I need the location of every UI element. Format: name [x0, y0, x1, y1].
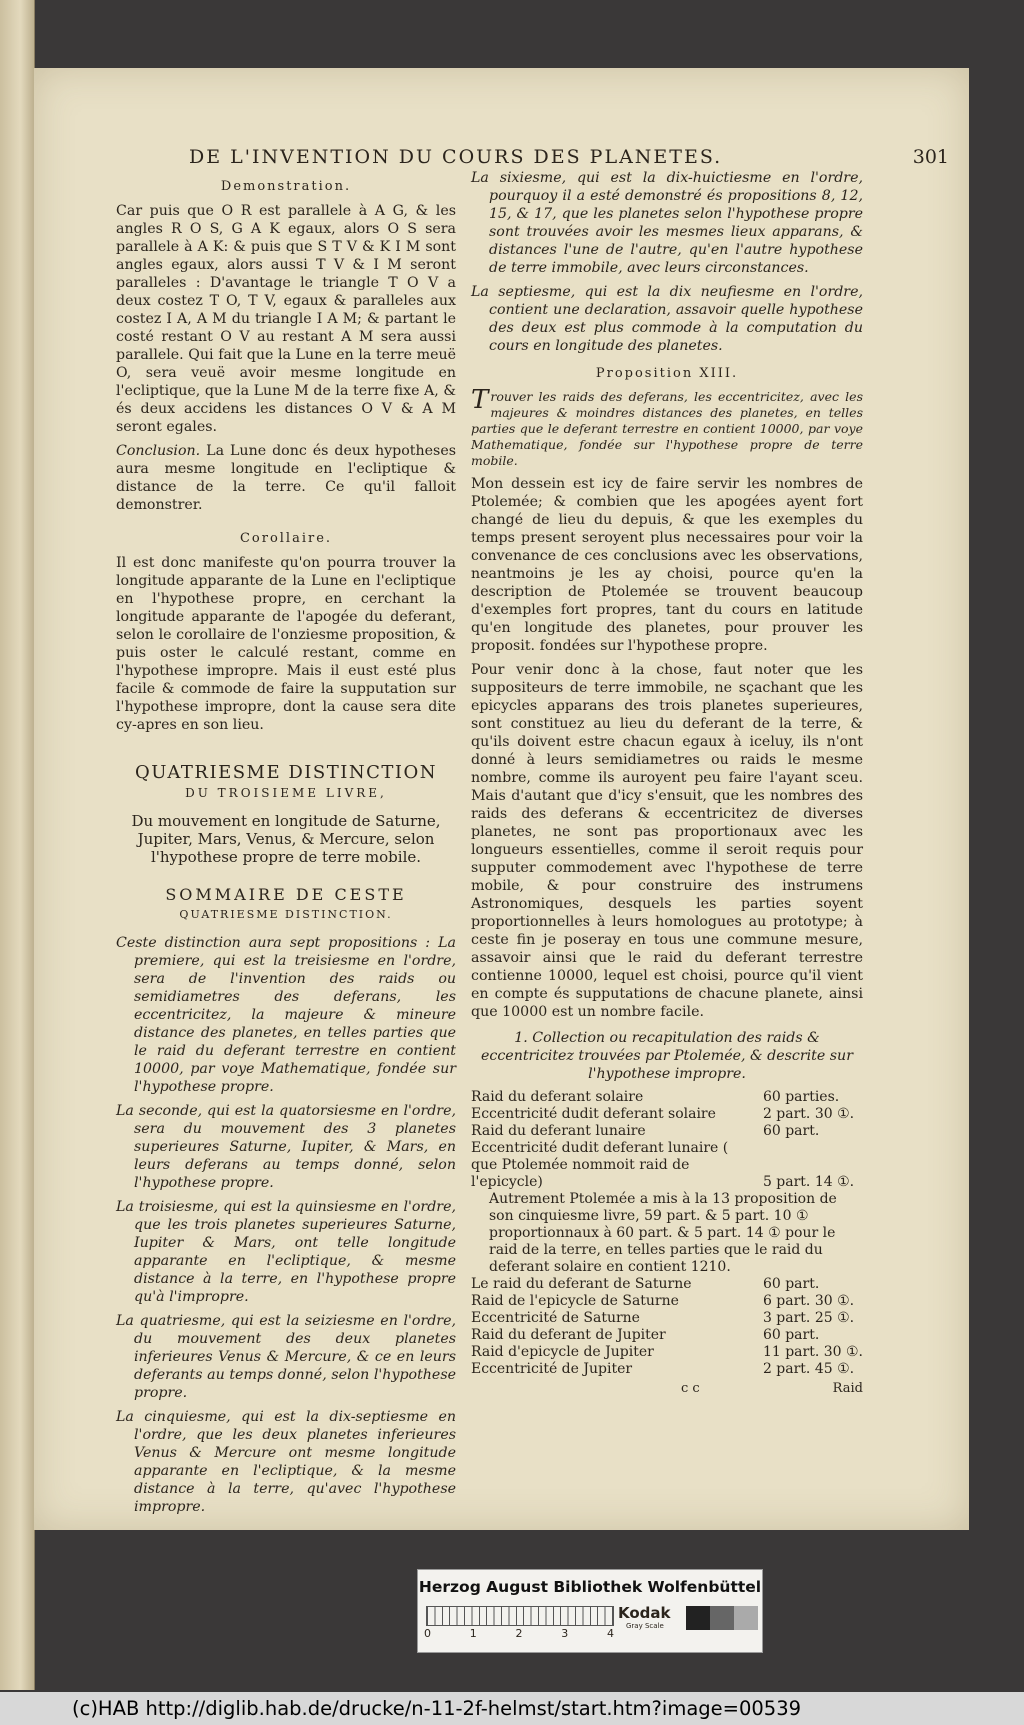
row-value: 60 parties.: [762, 1089, 840, 1105]
row-label: Raid de l'epicycle de Saturne: [471, 1293, 679, 1309]
row-label: Eccentricité de Saturne: [471, 1310, 640, 1326]
table-row: [471, 1191, 863, 1276]
distinction-title: QUATRIESME DISTINCTION: [135, 762, 437, 783]
summary-item: La cinquiesme, qui est la dix-septiesme en l'ordre, que les deux planetes inferieures Venus & Mercure ont mesme longitude apparante en l'ecliptique, & la mesme distance à la terre, qu'avec l'hypothese impropre.: [116, 1409, 456, 1515]
running-header: [189, 146, 949, 168]
summary-item: Ceste distinction aura sept propositions : La premiere, qui est la treisiesme en l'ordre, sera de l'invention des raids ou semidiametres des deferans, les eccentricitez, la majeure & mineure distance des planetes, en telles parties que le raid du deferant terrestre en contient 10000, par voye Mathematique, fondée sur l'hypothese propre.: [116, 935, 456, 1095]
sommaire-subtitle: QUATRIESME DISTINCTION.: [179, 908, 393, 921]
library-color-label: [417, 1569, 763, 1653]
right-column: [471, 169, 863, 1398]
summary-item: La sixiesme, qui est la dix-huictiesme en l'ordre, pourquoy il a esté demonstré és propositions 8, 12, 15, & 17, que les planetes selon l'hypothese propre sont trouvées avoir les mesmes lieux apparans, & distances l'une de l'autre, qu'en l'autre hypothese de terre immobile, avec leurs circonstances.: [471, 170, 863, 276]
row-label: Raid du deferant de Jupiter: [471, 1327, 666, 1343]
conclusion-label: Conclusion.: [116, 443, 201, 459]
proposition-statement: Trouver les raids des deferans, les eccentricitez, avec les majeures & moindres distances des planetes, en telles parties que le deferant terrestre en contient 10000, par voye Mathematique, fondée sur l'hypothese propre de terre mobile.: [471, 385, 863, 468]
summary-item: La troisiesme, qui est la quinsiesme en l'ordre, que les trois planetes superieures Saturne, Iupiter & Mars, ont telle longitude apparante en l'ecliptique, & mesme distance à la terre, en l'hypothese propre qu'à l'impropre.: [116, 1199, 456, 1305]
page-footer: [471, 1380, 863, 1398]
ruler-number: 1: [469, 1627, 477, 1640]
row-value: 6 part. 30 ①.: [762, 1293, 855, 1309]
table-row: [471, 1310, 863, 1327]
copyright-caption: (c)HAB http://diglib.hab.de/drucke/n-11-2f-helmst/start.htm?image=00539: [0, 1692, 1024, 1725]
gray-swatch-light: [734, 1606, 758, 1630]
table-row: [471, 1361, 863, 1378]
section-title: 1. Collection ou recapitulation des raids & eccentricitez trouvées par Ptolemée, & descrite sur l'hypothese impropre.: [481, 1030, 853, 1082]
ruler-number: 0: [424, 1627, 431, 1640]
gray-swatch-dark: [686, 1606, 710, 1630]
values-table: [471, 1089, 863, 1378]
row-label: Raid du deferant lunaire: [471, 1123, 646, 1139]
table-row: [471, 1123, 863, 1140]
summary-item: La seconde, qui est la quatorsiesme en l'ordre, sera du mouvement des 3 planetes superieures Saturne, Iupiter, & Mars, en leurs deferans au temps donné, selon l'hypothese propre.: [116, 1103, 456, 1191]
folio-number: 301: [912, 146, 949, 168]
ruler-number: 4: [607, 1627, 614, 1640]
table-row: [471, 1089, 863, 1106]
demonstration-heading: Demonstration.: [220, 179, 352, 194]
ruler-numbers: [424, 1627, 614, 1640]
library-name: Herzog August Bibliothek Wolfenbüttel: [418, 1578, 762, 1596]
left-column: [116, 172, 456, 1522]
row-label: Autrement Ptolemée a mis à la 13 proposition de son cinquiesme livre, 59 part. & 5 part. 10 ① proportionnaux à 60 part. & 5 part. 14 ① pour le raid de la terre, en telles parties que le raid du deferant solaire en contient 1210.: [489, 1191, 837, 1275]
row-label: Eccentricité dudit deferant lunaire ( que Ptolemée nommoit raid de l'epicycle): [471, 1140, 729, 1190]
table-row: [471, 1106, 863, 1123]
gray-swatch-mid: [710, 1606, 734, 1630]
row-value: 3 part. 25 ①.: [762, 1310, 855, 1326]
row-value: 2 part. 45 ①.: [762, 1361, 855, 1377]
proposition-heading: Proposition XIII.: [595, 366, 739, 381]
table-row: [471, 1293, 863, 1310]
signature-mark: c c: [681, 1381, 700, 1396]
row-value: 11 part. 30 ①.: [762, 1344, 863, 1360]
body-paragraph: Pour venir donc à la chose, faut noter que les suppositeurs de terre immobile, ne sçachant que les epicycles apparans des trois planetes superieures, sont constituez au lieu du deferant de la terre, & qu'ils doivent estre chacun egaux à iceluy, ils n'ont donné à leurs semidiametres ou raids le mesme nombre, comme ils auroyent peu faire l'ayant sceu. Mais d'autant que d'icy s'ensuit, que les nombres des raids des deferans & eccentricitez de diverses planetes, ne sont pas proportionaux avec les longueurs essentielles, comme il seroit requis pour supputer commodement avec l'hypothese de terre mobile, & pour construire des instrumens Astronomiques, desquels les parties soyent proportionnelles à leurs homologues au prototype; à ceste fin je poseray en tous une commune mesure, assavoir ainsi que le raid du deferant terrestre contienne 10000, lequel est choisi, pource qu'il vient en compte és supputations de chacune planete, ainsi que 10000 est un nombre facile.: [471, 662, 863, 1020]
corollaire-text: Il est donc manifeste qu'on pourra trouver la longitude apparante de la Lune en l'ecliptique en l'hypothese propre, en cerchant la longitude apparante de l'apogée du deferant, selon le corollaire de l'onziesme proposition, & puis oster le calculé restant, comme en l'hypothese impropre. Mais il eust esté plus facile & commode de faire la supputation sur l'hypothese impropre, dont la cause sera dite cy-apres en son lieu.: [116, 555, 456, 733]
row-value: 5 part. 14 ①.: [762, 1174, 855, 1190]
row-label: Eccentricité de Jupiter: [471, 1361, 633, 1377]
row-value: 60 part.: [762, 1276, 820, 1292]
running-title: DE L'INVENTION DU COURS DES PLANETES.: [189, 146, 723, 168]
row-label: Raid d'epicycle de Jupiter: [471, 1344, 654, 1360]
row-value: 2 part. 30 ①.: [762, 1106, 855, 1122]
ruler-number: 3: [561, 1627, 569, 1640]
ruler-scale: [426, 1606, 614, 1626]
distinction-subtitle: DU TROISIEME LIVRE,: [185, 786, 387, 800]
row-label: Le raid du deferant de Saturne: [471, 1276, 692, 1292]
table-row: [471, 1140, 863, 1191]
summary-item: La septiesme, qui est la dix neufiesme en l'ordre, contient une declaration, assavoir quelle hypothese des deux est plus commode à la computation du cours en longitude des planetes.: [471, 284, 863, 354]
row-label: Raid du deferant solaire: [471, 1089, 644, 1105]
corollaire-heading: Corollaire.: [239, 531, 333, 546]
previous-page-edge: [0, 0, 35, 1690]
sommaire-title: SOMMAIRE DE CESTE: [165, 885, 407, 904]
book-page: [34, 68, 969, 1530]
conclusion-text: La Lune donc és deux hypotheses aura mesme longitude en l'ecliptique & distance de la terre. Ce qu'il falloit demonstrer.: [116, 443, 456, 513]
table-row: [471, 1276, 863, 1293]
kodak-logo: Kodak: [618, 1604, 671, 1622]
row-value: 60 part.: [762, 1123, 820, 1139]
row-value: 60 part.: [762, 1327, 820, 1343]
distinction-description: Du mouvement en longitude de Saturne, Jupiter, Mars, Venus, & Mercure, selon l'hypothese propre de terre mobile.: [131, 812, 441, 866]
body-paragraph: Mon dessein est icy de faire servir les nombres de Ptolemée; & combien que les apogées ayent fort changé de lieu du depuis, & que les exemples du temps present seroyent plus necessaires pour voir la convenance de ces conclusions avec les observations, neantmoins je les ay choisi, pource qu'en la description de Ptolemée se trouvent beaucoup d'exemples fort propres, tant du cours en latitude qu'en longitude des planetes, pour prouver les proposit. fondées sur l'hypothese propre.: [471, 476, 863, 654]
gray-scale-label: Gray Scale: [626, 1622, 664, 1630]
conclusion-paragraph: [116, 442, 456, 514]
catchword: Raid: [832, 1381, 863, 1396]
summary-item: La quatriesme, qui est la seiziesme en l'ordre, du mouvement des deux planetes inferieures Venus & Mercure, & ce en leurs deferants au temps donné, selon l'hypothese propre.: [116, 1313, 456, 1401]
row-label: Eccentricité dudit deferant solaire: [471, 1106, 716, 1122]
table-row: [471, 1344, 863, 1361]
table-row: [471, 1327, 863, 1344]
ruler-number: 2: [515, 1627, 523, 1640]
demonstration-text: Car puis que O R est parallele à A G, & les angles R O S, G A K egaux, alors O S sera parallele à A K: & puis que S T V & K I M sont angles egaux, alors aussi T V & I M seront paralleles : D'avantage le triangle T O V a deux costez T O, T V, egaux & paralleles aux costez I A, A M du triangle I A M; & partant le costé restant O V au restant A M sera aussi parallele. Qui fait que la Lune en la terre meuë O, sera veuë avoir mesme longitude en l'ecliptique, que la Lune M de la terre fixe A, & és deux accidens les distances O V & A M seront egales.: [116, 203, 456, 435]
